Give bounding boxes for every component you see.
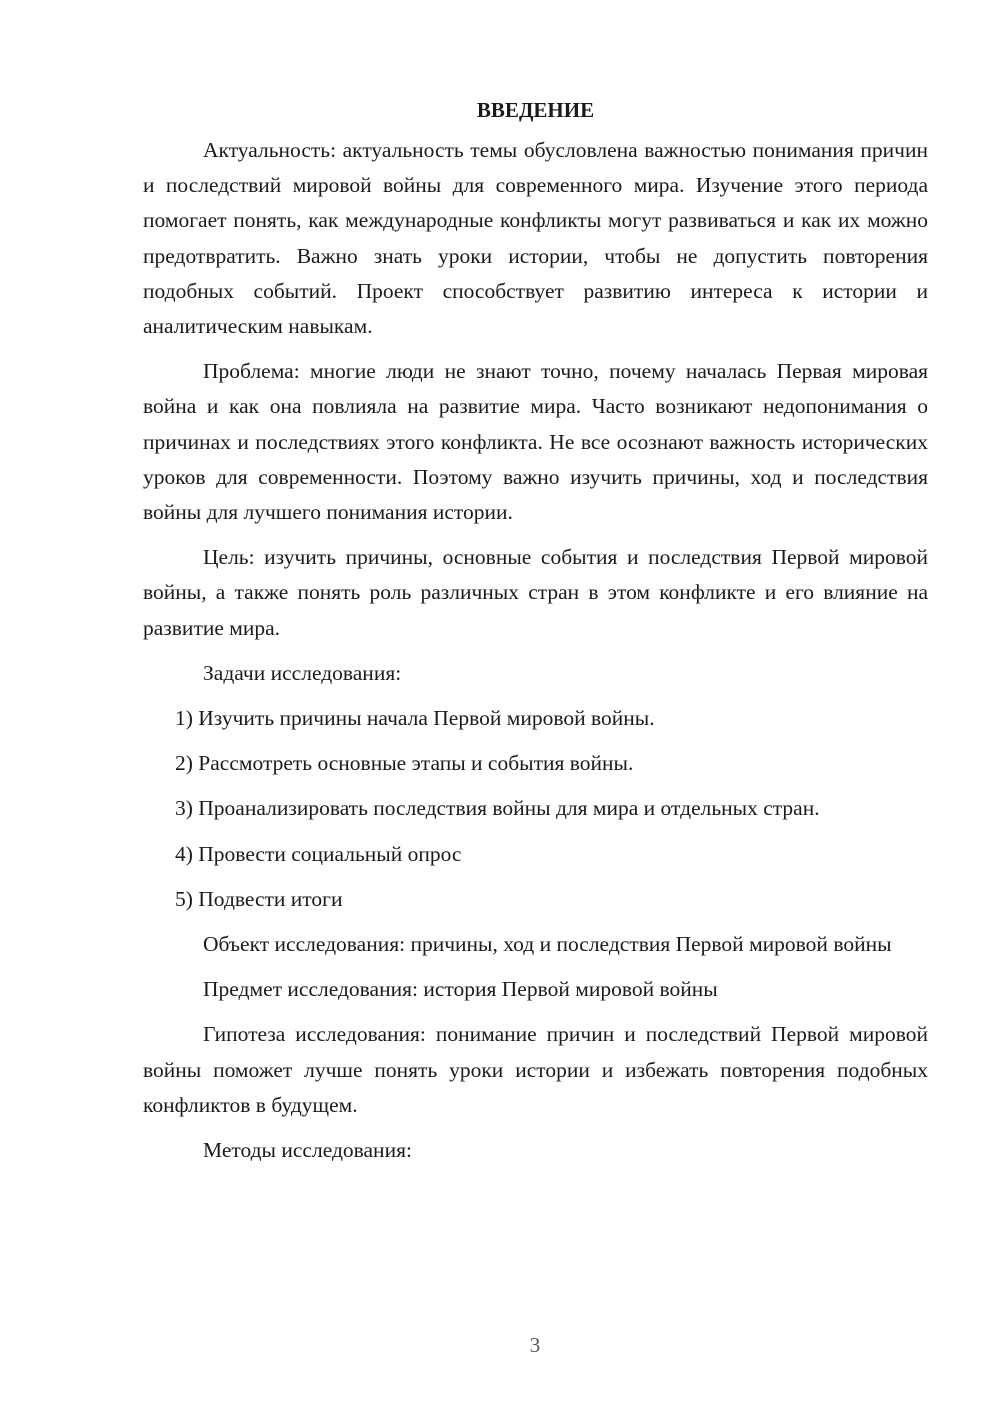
page-number: 3 (529, 1333, 541, 1357)
list-item: 1) Изучить причины начала Первой мировой войны. (175, 706, 655, 731)
list-item: 4) Провести социальный опрос (175, 841, 462, 866)
paragraph-hypothesis: Гипотеза исследования: понимание причин и последствий Первой мировой войны поможет лучше понять уроки истории и избежать повторения подобных конфликтов в будущем. (143, 1022, 928, 1117)
paragraph-goal: Цель: изучить причины, основные события и последствия Первой мировой войны, а также понять роль различных стран в этом конфликте и его влияние на развитие мира. (143, 545, 928, 640)
list-item: 5) Подвести итоги (175, 886, 343, 911)
paragraph-methods: Методы исследования: (203, 1138, 412, 1162)
paragraph-problem: Проблема: многие люди не знают точно, почему началась Первая мировая война и как она повлияла на развитие мира. Часто возникают недопонимания о причинах и последствиях этого конфликта. Не все осознают важность исторических уроков для современности. Поэтому важно изучить причины, ход и последствия войны для лучшего понимания истории. (143, 359, 928, 525)
list-item: 2) Рассмотреть основные этапы и события войны. (175, 751, 634, 776)
paragraph-subject: Предмет исследования: история Первой мировой войны (203, 977, 718, 1002)
paragraph-object: Объект исследования: причины, ход и последствия Первой мировой войны (203, 931, 892, 956)
paragraph-relevance: Актуальность: актуальность темы обусловлена важностью понимания причин и последствий мировой войны для современного мира. Изучение этого периода помогает понять, как международные конфликты могут развиваться и как их можно предотвратить. Важно знать уроки истории, чтобы не допустить повторения подобных событий. Проект способствует развитию интереса к истории и аналитическим навыкам. (143, 138, 928, 339)
document-page (143, 92, 928, 1168)
tasks-list (143, 701, 928, 917)
list-item: 3) Проанализировать последствия войны для мира и отдельных стран. (175, 796, 820, 821)
page-title: ВВЕДЕНИЕ (476, 98, 595, 122)
tasks-title: Задачи исследования: (203, 660, 402, 685)
